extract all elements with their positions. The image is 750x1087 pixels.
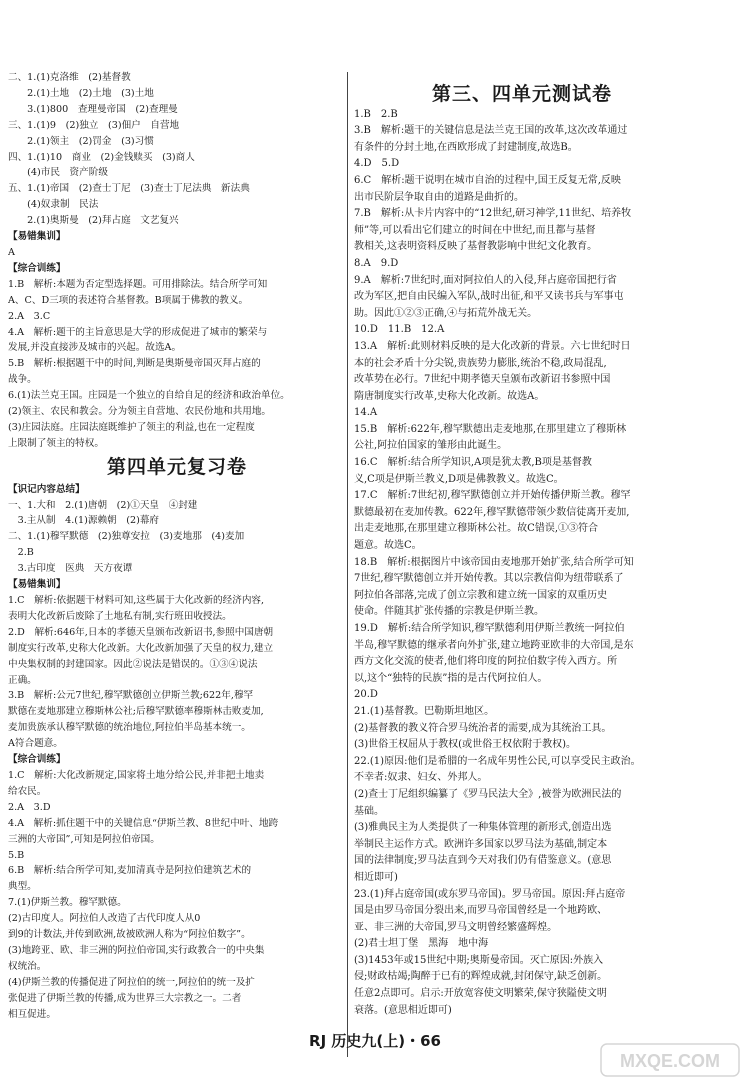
left-answers-part1 [8,70,346,452]
answer-line: 【综合训练】 [8,754,66,766]
answer-line: 使命。伴随其扩张传播的宗教是伊斯兰教。 [354,606,544,618]
answer-line: (2)查士丁尼组织编纂了《罗马民法大全》,被誉为欧洲民法的 [354,788,622,800]
answer-line: 4.A 解析:题干的主旨意思是大学的形成促进了城市的繁荣与 [8,326,268,338]
answer-line: 22.(1)原因:他们是希腊的一名成年男性公民,可以享受民主政治。 [354,755,641,767]
answer-line: 3.古印度 医典 天方夜谭 [8,563,133,575]
answer-line: 出走麦地那,在那里建立穆斯林公社。故C错误,①③符合 [354,523,599,535]
answer-line: 4.D 5.D [354,158,400,170]
answer-line: A [8,246,15,258]
answer-line: 题意。故选C。 [354,540,422,552]
answer-line: 5.B 解析:根据题干中的时间,判断是奥斯曼帝国灭拜占庭的 [8,358,261,370]
answer-line: 上限制了领主的特权。 [8,437,104,449]
answer-line: 助。因此①②③正确,④与拓荒外战无关。 [354,307,538,319]
answer-line: 2.(1)领主 (2)罚金 (3)习惯 [8,135,154,147]
answer-line: 有条件的分封土地,在西欧形成了封建制度,故选B。 [354,141,578,153]
answer-line: 1.B 解析:本题为否定型选择题。可用排除法。结合所学可知 [8,278,268,290]
answer-line: 侵;财政枯竭;陶醉于已有的辉煌成就,封闭保守,缺乏创新。 [354,971,608,983]
answer-line: (2)领主、农民和教会。分为领主自营地、农民份地和共用地。 [8,406,272,418]
answer-line: 制度实行改革,史称大化改新。大化改新加强了天皇的权力,建立 [8,642,274,654]
answer-line: 2.(1)奥斯曼 (2)拜占庭 文艺复兴 [8,215,179,227]
answer-line: 15.B 解析:622年,穆罕默德出走麦地那,在那里建立了穆斯林 [354,423,627,435]
answer-line: 三、1.(1)9 (2)独立 (3)佃户 自营地 [8,119,180,131]
answer-line: (4)伊斯兰教的传播促进了阿拉伯的统一,阿拉伯的统一及扩 [8,976,255,988]
answer-line: 默德在麦地那建立穆斯林公社;后穆罕默德率穆斯林击败麦加, [8,706,264,718]
answer-line: 2.B [8,547,34,559]
answer-line: 阿拉伯各部落,完成了创立宗教和建立统一国家的双重历史 [354,589,608,601]
answer-line: 【综合训练】 [8,262,66,274]
answer-line: 二、1.(1)克洛维 (2)基督教 [8,72,131,83]
answer-line: 任意2点即可。启示:开放宽容使文明繁荣,保守狭隘使文明 [354,988,607,1000]
answer-line: (4)奴隶制 民法 [8,199,99,211]
answer-line: (2)君士坦丁堡 黑海 地中海 [354,938,489,950]
page-footer: RJ 历史九(上)・66 [309,1032,441,1050]
answer-line: 3.B 解析:题干的关键信息是法兰克王国的改革,这次改革通过 [354,125,628,137]
unit4-review-title: 第四单元复习卷 [106,455,247,478]
answer-line: 3.B 解析:公元7世纪,穆罕默德创立伊斯兰教;622年,穆罕 [8,690,254,702]
answer-line: 【易错集训】 [8,579,66,591]
answer-line: 改为军区,把自由民编入军队,战时出征,和平又读书兵与军事屯 [354,291,624,303]
answer-line: 8.A 9.D [354,257,399,269]
answer-line: 9.A 解析:7世纪时,面对阿拉伯人的入侵,拜占庭帝国把行省 [354,274,617,286]
answer-line: 5.B [8,849,25,861]
answer-line: 到9的计数法,并传到欧洲,故被欧洲人称为“阿拉伯数字”。 [8,929,251,941]
answer-line: 【识记内容总结】 [8,483,85,495]
answer-line: 出市民阶层争取自由的道路是曲折的。 [354,191,524,203]
answer-line: 3.主从制 4.(1)源赖朝 (2)幕府 [8,515,160,527]
answer-line: A符合题意。 [8,738,63,750]
answer-line: 给农民。 [8,785,47,797]
answer-line: 发展,并没直接涉及城市的兴起。故选A。 [8,342,182,354]
answer-line: 义,C项是伊斯兰教义,D项是佛教教义。故选C。 [354,473,564,485]
answer-line: 衰落。(意思相近即可) [354,1004,452,1016]
watermark-logo [600,1040,740,1080]
answer-line: 四、1.(1)10 商业 (2)金钱赎买 (3)商人 [8,151,195,163]
answer-line: 10.D 11.B 12.A [354,324,445,336]
answer-line: 17.C 解析:7世纪初,穆罕默德创立并开始传播伊斯兰教。穆罕 [354,490,631,502]
answer-line: 2.D 解析:646年,日本的孝德天皇颁布改新诏书,参照中国唐朝 [8,626,274,638]
answer-line: 21.(1)基督教。巴勒斯坦地区。 [354,705,495,717]
answer-line: A、C、D三项的表述符合基督教。B项属于佛教的教义。 [8,294,249,306]
answer-line: 1.C 解析:依据题干材料可知,这些属于大化改新的经济内容, [8,595,265,606]
answer-line: 7.(1)伊斯兰教。穆罕默德。 [8,897,127,909]
answer-line: (3)雅典民主为人类提供了一种集体管理的新形式,创造出选 [354,822,612,834]
answer-line: 国是由罗马帝国分裂出来,而罗马帝国曾经是一个地跨欧、 [354,905,608,917]
answer-line: 2.A 3.D [8,801,51,813]
answer-line: (3)庄园法庭。庄园法庭既维护了领主的利益,也在一定程度 [8,421,255,433]
answer-line: 18.B 解析:根据图片中该帝国由麦地那开始扩张,结合所学可知 [354,556,634,568]
answer-line: 举制民主运作方式。欧洲许多国家以罗马法为基础,制定本 [354,838,608,850]
answer-line: 教相关,这表明资料反映了基督教影响中世纪文化教育。 [354,241,598,253]
answer-line: 7.B 解析:从卡片内容中的“12世纪,研习神学,11世纪、培养牧 [354,208,632,220]
answer-line: 表明大化改新后废除了土地私有制,实行班田收授法。 [8,610,232,622]
answer-line: 战争。 [8,374,37,386]
answer-line: 典型。 [8,881,37,893]
answer-line: 权统治。 [8,960,47,972]
answer-line: 本的社会矛盾十分尖锐,贵族势力膨胀,统治不稳,政局混乱, [354,357,607,369]
answer-line: 以,这个“独特的民族”指的是古代阿拉伯人。 [354,672,548,684]
answer-line: 西方文化交流的使者,他们将印度的阿拉伯数字传入西方。所 [354,656,618,668]
watermark-text: MXQE.COM [619,1051,721,1071]
answer-line: 一、1.大和 2.(1)唐朝 (2)①天皇 ④封建 [8,499,198,511]
answer-line: 亚、非三洲的大帝国,罗马文明曾经繁盛辉煌。 [354,921,558,933]
left-answers-part2 [8,482,346,1023]
answer-line: 6.(1)法兰克王国。庄园是一个独立的自给自足的经济和政治单位。 [8,390,290,402]
answer-line: (3)1453年或15世纪中期;奥斯曼帝国。灭亡原因:外族入 [354,954,604,966]
answer-line: 改革势在必行。7世纪中期孝德天皇颁布改新诏书参照中国 [354,374,611,386]
answer-line: 2.(1)土地 (2)土地 (3)土地 [8,87,154,99]
answer-line: 1.C 解析:大化改新规定,国家将土地分给公民,并非把土地卖 [8,769,265,781]
answer-line: 6.C 解析:题干说明在城市自治的过程中,国王反复无常,反映 [354,174,621,186]
answer-line: 6.B 解析:结合所学可知,麦加清真寺是阿拉伯建筑艺术的 [8,865,252,877]
answer-line: 1.B 2.B [354,108,398,120]
answer-line: 2.A 3.C [8,310,51,322]
answer-line: 4.A 解析:抓住题干中的关键信息“伊斯兰教、8世纪中叶、地跨 [8,817,279,829]
answer-line: 7世纪,穆罕默德创立并开始传教。其以宗教信仰为纽带联系了 [354,573,624,585]
answer-line: 半岛,穆罕默德的继承者向外扩张,建立地跨亚欧非的大帝国,是东 [354,639,634,651]
answer-line: 相近即可) [354,871,398,883]
answer-line: 13.A 解析:此则材料反映的是大化改新的背景。六七世纪时日 [354,340,631,352]
answer-line: 公社,阿拉伯国家的雏形由此诞生。 [354,440,508,452]
answer-line: (2)古印度人。阿拉伯人改造了古代印度人从0 [8,913,201,925]
answer-line: 不幸者:奴隶、妇女、外邦人。 [354,772,488,784]
answer-line: 【易错集训】 [8,231,66,243]
answer-line: 国的法律制度;罗马法直到今天对我们仍有借鉴意义。(意思 [354,855,612,867]
answer-line: 3.(1)800 查理曼帝国 (2)查理曼 [8,103,178,115]
left-column [8,70,346,1022]
answer-line: 隋唐制度实行改革,史称大化改新。故选A。 [354,390,545,402]
answer-line: 二、1.(1)穆罕默德 (2)独尊安拉 (3)麦地那 (4)麦加 [8,531,245,543]
answer-line: 师”等,可以看出它们建立的时间在中世纪,而且都与基督 [354,224,596,236]
answer-line: 14.A [354,407,378,419]
answer-line: 23.(1)拜占庭帝国(或东罗马帝国)。罗马帝国。原因:拜占庭帝 [354,888,626,900]
answer-line: 16.C 解析:结合所学知识,A项是犹太教,B项是基督教 [354,457,592,469]
answer-line: (3)世俗王权屈从于教权(或世俗王权依附于教权)。 [354,739,576,751]
answer-line: 五、1.(1)帝国 (2)查士丁尼 (3)查士丁尼法典 新法典 [8,183,250,195]
column-divider [347,72,348,1057]
answer-line: 默德最初在麦加传教。622年,穆罕默德带领少数信徒离开麦加, [354,506,630,518]
answer-line: 20.D [354,689,378,701]
answer-line: 基础。 [354,805,384,817]
answer-line: 麦加贵族承认穆罕默德的统治地位,阿拉伯半岛基本统一。 [8,722,251,734]
answer-line: 相互促进。 [8,1008,56,1020]
right-answers [354,107,690,1020]
answer-line: 中央集权制的封建国家。因此②说法是错误的。①③④说法 [8,658,258,670]
answer-line: 正确。 [8,674,37,686]
answer-line: (2)基督教的教义符合罗马统治者的需要,成为其统治工具。 [354,722,612,734]
unit34-test-title: 第三、四单元测试卷 [431,83,612,105]
answer-line: 19.D 解析:结合所学知识,穆罕默德利用伊斯兰教统一阿拉伯 [354,623,625,634]
answer-line: (3)地跨亚、欧、非三洲的阿拉伯帝国,实行政教合一的中央集 [8,944,265,956]
right-column [354,70,690,1019]
answer-line: 张促进了伊斯兰教的传播,成为世界三大宗教之一。二者 [8,992,242,1004]
answer-line: (4)市民 资产阶级 [8,167,108,179]
answer-line: 三洲的大帝国”,可知是阿拉伯帝国。 [8,833,160,845]
